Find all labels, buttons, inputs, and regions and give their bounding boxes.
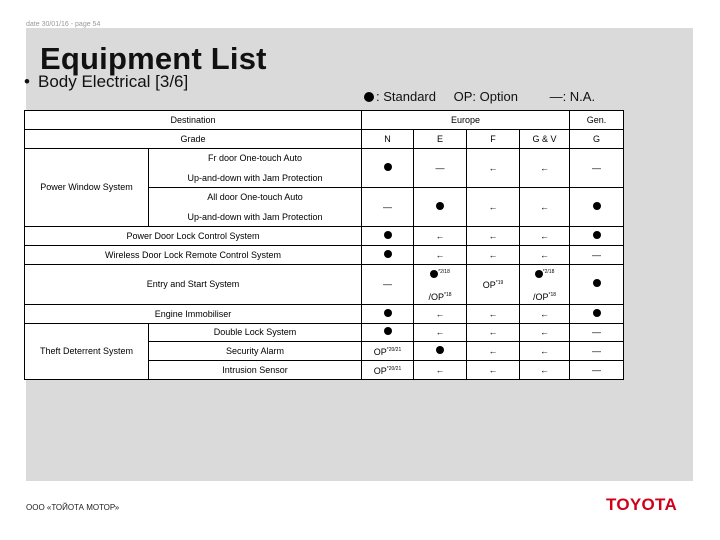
standard-dot-icon [593,231,601,239]
bullet-icon: • [24,72,30,91]
power-window-group [25,149,149,227]
standard-dot-icon [593,202,601,210]
standard-dot-icon [384,309,392,317]
same-mark: ← [520,246,570,265]
na-mark: — [414,149,467,188]
entry-start-label: Entry and Start System [25,265,362,305]
engine-immobiliser-label: Engine Immobiliser [25,305,362,324]
entry-f-op: OP [482,280,496,290]
entry-start-e-cell [414,265,467,305]
table-row [25,246,624,265]
page-title: Equipment List [40,41,267,76]
footer-company: ООО «ТОЙОТА МОТОР» [26,503,120,512]
same-mark: ← [467,227,520,246]
pw-fr-door-line1: Fr door One-touch Auto [207,152,303,163]
standard-dot-icon [384,327,392,335]
standard-dot-icon [593,279,601,287]
same-mark: ← [520,149,570,188]
standard-dot-icon [436,346,444,354]
security-alarm-label: Security Alarm [149,342,362,361]
table-row [25,305,624,324]
subtitle-text: Body Electrical [3/6] [38,72,189,91]
same-mark: ← [467,246,520,265]
option-mark: OP [373,346,387,357]
entry-start-f-cell [467,265,520,305]
standard-dot-icon [430,270,438,278]
same-mark: ← [520,361,570,380]
legend-option: OP: Option [453,89,518,104]
grade-f: F [467,130,520,149]
same-mark: ← [467,305,520,324]
standard-dot-icon [436,202,444,210]
same-mark: ← [467,149,520,188]
same-mark: ← [467,342,520,361]
header-meta: date 30/01/16 - page 54 [26,21,101,28]
standard-dot-icon [535,270,543,278]
same-mark: ← [414,305,467,324]
option-note: *20/21 [386,365,402,372]
option-note: *20/21 [386,346,402,353]
intrusion-sensor-n-cell [362,361,414,380]
same-mark: ← [467,361,520,380]
equipment-table [24,110,624,380]
standard-dot-icon [364,92,374,102]
na-mark: — [362,265,414,305]
grade-g: G [570,130,624,149]
power-door-lock-label: Power Door Lock Control System [25,227,362,246]
na-mark: — [570,342,624,361]
pw-all-door-line1: All door One-touch Auto [207,191,303,202]
security-alarm-n-cell [362,342,414,361]
entry-op-note: *18 [548,291,557,298]
europe-header: Europe [362,111,570,130]
same-mark: ← [467,324,520,342]
grade-label: Grade [25,130,362,149]
pw-all-door-line2: Up-and-down with Jam Protection [187,211,323,222]
same-mark: ← [414,227,467,246]
same-mark: ← [520,188,570,227]
legend-standard: : Standard [376,89,436,104]
same-mark: ← [414,324,467,342]
same-mark: ← [467,188,520,227]
same-mark: ← [520,324,570,342]
entry-f-note: *19 [495,280,504,286]
subtitle [24,72,188,92]
same-mark: ← [520,227,570,246]
entry-op: /OP [428,291,445,302]
pw-all-door-cell [149,188,362,227]
option-mark: OP [373,365,387,376]
standard-dot-icon [384,250,392,258]
standard-dot-icon [384,163,392,171]
entry-dot-note: *2/18 [542,268,555,275]
table-row [25,227,624,246]
destination-label: Destination [25,111,362,130]
table-row [25,130,624,149]
table-row [25,324,624,342]
na-mark: — [570,361,624,380]
table-row [25,111,624,130]
same-mark: ← [414,246,467,265]
gen-header: Gen. [570,111,624,130]
toyota-logo: TOYOTA [606,495,678,514]
table-row [25,265,624,305]
entry-op-note: *18 [444,291,452,298]
na-mark: — [362,188,414,227]
entry-dot-note: *2/18 [438,268,450,275]
entry-op: /OP [533,291,549,302]
legend-na: —: N.A. [549,89,596,104]
na-mark: — [570,246,624,265]
grade-gv: G & V [520,130,570,149]
entry-start-gv-cell [520,265,570,305]
pw-fr-door-line2: Up-and-down with Jam Protection [187,172,323,183]
pw-fr-door-cell [149,149,362,188]
power-window-label: Power Window System [40,182,133,192]
na-mark: — [570,149,624,188]
legend [364,89,595,104]
grade-e: E [414,130,467,149]
same-mark: ← [520,305,570,324]
grade-n: N [362,130,414,149]
wireless-door-lock-label: Wireless Door Lock Remote Control System [25,246,362,265]
standard-dot-icon [384,231,392,239]
same-mark: ← [520,342,570,361]
theft-deterrent-label: Theft Deterrent System [25,324,149,380]
standard-dot-icon [593,309,601,317]
double-lock-label: Double Lock System [149,324,362,342]
na-mark: — [570,324,624,342]
table-row [25,149,624,188]
intrusion-sensor-label: Intrusion Sensor [149,361,362,380]
same-mark: ← [414,361,467,380]
